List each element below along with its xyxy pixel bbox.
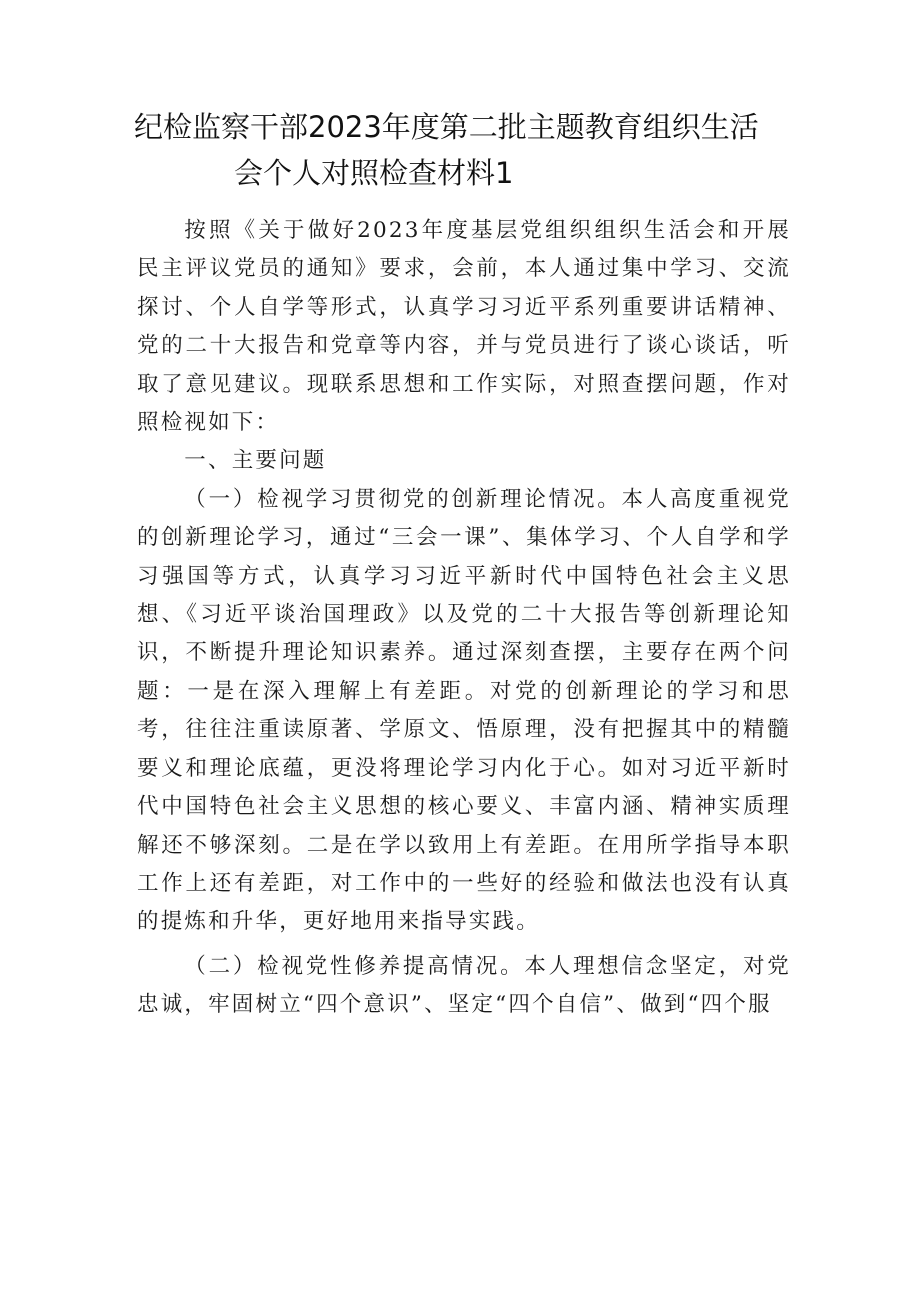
- document-body: [137, 212, 791, 1025]
- paragraph-party-spirit: （二）检视党性修养提高情况。本人理想信念坚定，对党忠诚，牢固树立“四个意识”、坚定“四个自信”、做到“四个服: [137, 953, 791, 1018]
- paragraph-theory-study: （一）检视学习贯彻党的创新理论情况。本人高度重视党的创新理论学习，通过“三会一课”、集体学习、个人自学和学习强国等方式，认真学习习近平新时代中国特色社会主义思想、《习近平谈治国理政》以及党的二十大报告等创新理论知识，不断提升理论知识素养。通过深刻查摆，主要存在两个问题：一是在深入理解上有差距。对党的创新理论的学习和思考，往往注重读原著、学原文、悟原理，没有把握其中的精髓要义和理论底蕴，更没将理论学习内化于心。如对习近平新时代中国特色社会主义思想的核心要义、丰富内涵、精神实质理解还不够深刻。二是在学以致用上有差距。在用所学指导本职工作上还有差距，对工作中的一些好的经验和做法也没有认真的提炼和升华，更好地用来指导实践。: [137, 486, 791, 935]
- intro-paragraph: 按照《关于做好2023年度基层党组织组织生活会和开展民主评议党员的通知》要求，会前，本人通过集中学习、交流探讨、个人自学等形式，认真学习习近平系列重要讲话精神、党的二十大报告和党章等内容，并与党员进行了谈心谈话，听取了意见建议。现联系思想和工作实际，对照查摆问题，作对照检视如下：: [137, 218, 791, 436]
- section-heading-main-problems: 一、主要问题: [184, 448, 327, 474]
- title-line-1: 纪检监察干部2023年度第二批主题教育组织生活: [134, 110, 759, 144]
- document-title: [120, 104, 820, 196]
- title-line-2: 会个人对照检查材料1: [234, 156, 514, 190]
